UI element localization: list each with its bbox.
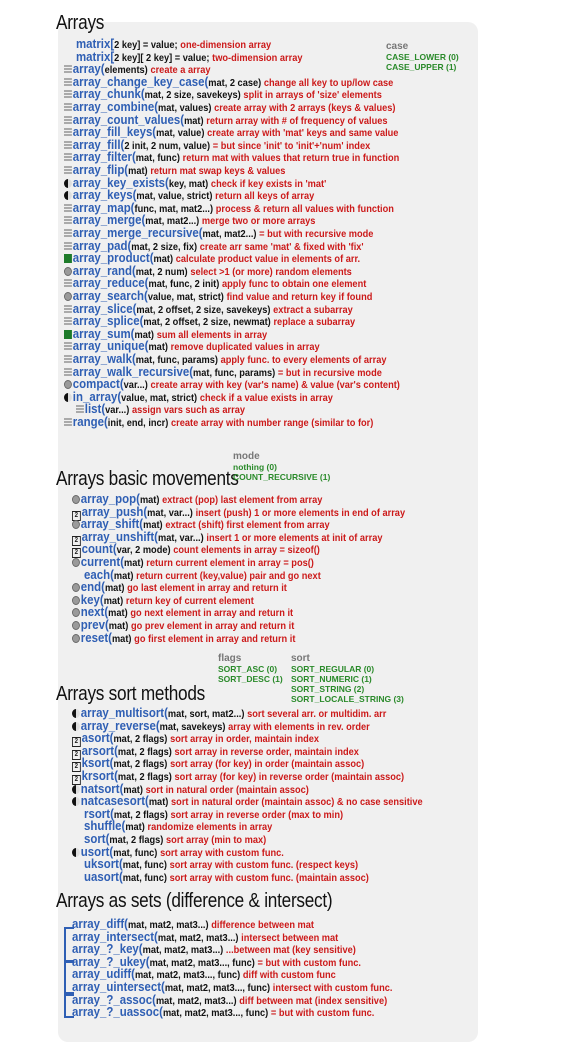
- function-params: mat, func): [135, 152, 180, 165]
- function-name: array_unique(: [72, 338, 149, 354]
- flags-item: SORT_DESC (1): [218, 674, 283, 684]
- case-item: CASE_LOWER (0): [386, 52, 459, 62]
- function-description: apply func to obtain one element: [222, 278, 367, 291]
- function-description: process & return all values with function: [215, 202, 394, 215]
- function-description: return mat swap keys & values: [150, 165, 286, 177]
- function-params: var...): [105, 404, 130, 417]
- section-title-sort: Arrays sort methods: [56, 683, 205, 705]
- case-box: [386, 42, 459, 72]
- function-name: array_filter(: [72, 149, 136, 165]
- function-name: current(: [80, 554, 125, 569]
- function-name: each(: [84, 566, 114, 582]
- function-params: mat, 2 flags): [113, 808, 168, 821]
- function-params: mat, mat2...): [145, 215, 200, 228]
- function-name: array_diff(: [72, 916, 128, 931]
- function-name: sort(: [84, 831, 110, 846]
- function-description: merge two or more arrays: [201, 215, 316, 228]
- function-name: array_keys(: [72, 187, 137, 203]
- function-row: [72, 631, 295, 646]
- mixed-param-icon: [72, 608, 80, 617]
- function-description: return mat with values that return true in function: [182, 152, 400, 165]
- function-description: check if a value exists in array: [199, 391, 333, 404]
- sort-item: SORT_NUMERIC (1): [291, 674, 372, 684]
- array-icon: [64, 305, 72, 314]
- array-icon: [64, 141, 72, 150]
- int-param-icon: 2: [72, 536, 81, 546]
- function-description: ...between mat (key sensitive): [225, 944, 356, 957]
- function-row: [64, 415, 373, 430]
- number-icon: [64, 254, 72, 263]
- function-name: uksort(: [84, 856, 123, 872]
- function-name: key(: [80, 591, 104, 607]
- function-params: mat, mat2, mat3...): [127, 919, 209, 931]
- function-name: array_walk_recursive(: [72, 363, 194, 379]
- function-name: ksort(: [81, 755, 114, 771]
- function-name: list(: [84, 401, 106, 417]
- flags-box: [218, 654, 283, 684]
- array-icon: [64, 78, 72, 87]
- function-params: mat, mat2, mat3..., func): [134, 969, 241, 982]
- function-description: sort array in reverse order, maintain index: [174, 745, 359, 758]
- function-description: difference between mat: [211, 919, 314, 931]
- function-name: array_unshift(: [81, 528, 158, 544]
- number-icon: [64, 330, 72, 339]
- function-params: mat, mat2...): [202, 228, 257, 240]
- function-params: mat, mat2, mat3..., func): [164, 982, 271, 994]
- array-icon: [64, 279, 72, 288]
- function-description: sort array with custom func.: [160, 846, 284, 859]
- function-description: intersect between mat: [241, 931, 339, 944]
- array-icon: [64, 216, 72, 225]
- function-params: mat): [184, 114, 204, 127]
- bool-param-icon: [72, 848, 80, 857]
- function-params: mat, mat2, mat3...): [157, 931, 239, 944]
- function-description: sort array (for key) in reverse order (maintain assoc): [174, 771, 405, 783]
- function-description: = but with custom func.: [257, 956, 361, 969]
- mode-box: [233, 452, 330, 482]
- function-description: sum all elements in array: [156, 328, 268, 341]
- function-description: sort array with custom func. (maintain assoc): [169, 871, 369, 884]
- function-description: insert (push) 1 or more elements in end of array: [195, 506, 406, 519]
- function-name: array_shift(: [80, 516, 144, 532]
- function-params: key, mat): [168, 177, 209, 190]
- function-description: apply func. to every elements of array: [220, 354, 387, 366]
- function-name: array_search(: [72, 288, 148, 303]
- function-params: value, mat, strict): [121, 391, 198, 404]
- function-params: mat): [153, 253, 174, 266]
- mixed-param-icon: [72, 558, 80, 567]
- int-param-icon: 2: [72, 511, 81, 521]
- function-params: mat): [143, 519, 163, 532]
- function-params: var...): [123, 379, 148, 392]
- function-description: randomize elements in array: [147, 821, 273, 834]
- function-description: extract (pop) last element from array: [162, 494, 323, 506]
- mixed-param-icon: [72, 520, 80, 529]
- int-param-icon: 2: [72, 775, 81, 785]
- function-params: value, mat, strict): [147, 291, 224, 303]
- array-icon: [64, 103, 72, 112]
- function-params: 2 key] = value;: [114, 39, 178, 51]
- function-row: [84, 870, 369, 885]
- function-description: sort in natural order (maintain assoc) & no case sensitive: [171, 796, 423, 809]
- function-name: array_combine(: [72, 99, 159, 114]
- function-name: array_fill_keys(: [72, 124, 157, 140]
- function-params: elements): [104, 64, 148, 77]
- function-params: mat, func, 2 init): [148, 278, 220, 291]
- function-description: = but since 'init' to 'init'+'num' index: [212, 139, 371, 152]
- function-params: mat, mat2, mat3...): [142, 944, 224, 957]
- case-title: case: [386, 41, 409, 52]
- function-params: mat, 2 size, fix): [131, 240, 198, 253]
- function-params: var, 2 mode): [116, 544, 171, 557]
- array-icon: [64, 242, 72, 251]
- sort-item: SORT_STRING (2): [291, 684, 365, 694]
- mixed-param-icon: [72, 634, 80, 643]
- function-params: mat, func): [122, 859, 167, 872]
- array-icon: [64, 418, 72, 427]
- array-icon: [64, 204, 72, 213]
- function-params: mat, 2 flags): [117, 771, 172, 783]
- mixed-param-icon: [64, 380, 72, 389]
- function-description: create array with 2 arrays (keys & values): [214, 102, 396, 114]
- mode-title: mode: [233, 451, 260, 462]
- function-description: sort array in order, maintain index: [170, 733, 320, 746]
- function-description: = but with recursive mode: [259, 228, 374, 240]
- function-name: arsort(: [81, 742, 118, 758]
- function-name: array_flip(: [72, 162, 129, 177]
- function-description: sort several arr. or multidim. arr: [247, 708, 387, 720]
- function-description: array with elements in rev. order: [228, 720, 370, 733]
- function-description: find value and return key if found: [226, 291, 373, 303]
- function-description: return all keys of array: [215, 190, 315, 203]
- function-params: func, mat, mat2...): [134, 202, 214, 215]
- function-description: = but with custom func.: [270, 1007, 375, 1020]
- mixed-param-icon: [64, 267, 72, 276]
- function-name: reset(: [80, 629, 112, 645]
- function-params: mat, func): [122, 871, 167, 884]
- function-params: mat): [148, 341, 168, 354]
- section-title-basic: Arrays basic movements: [56, 468, 239, 490]
- function-description: split in arrays of 'size' elements: [243, 89, 382, 102]
- function-params: mat, values): [158, 102, 212, 114]
- function-name: array_change_key_case(: [72, 73, 209, 89]
- bool-param-icon: [64, 393, 72, 402]
- mode-item: nothing (0): [233, 462, 277, 472]
- array-icon: [64, 153, 72, 162]
- function-params: mat, func, params): [135, 354, 218, 366]
- function-description: return array with # of frequency of values: [206, 114, 388, 127]
- function-description: change all key to up/low case: [263, 76, 394, 89]
- int-param-icon: 2: [72, 762, 81, 772]
- function-name: range(: [72, 414, 108, 429]
- function-name: compact(: [72, 376, 124, 392]
- function-name: array_uintersect(: [72, 979, 165, 994]
- function-params: mat, 2 flags): [113, 733, 168, 746]
- function-name: array_product(: [72, 250, 154, 266]
- function-params: mat): [139, 494, 160, 506]
- function-params: mat): [104, 582, 125, 595]
- function-name: array_map(: [72, 199, 135, 215]
- function-name: array_fill(: [72, 136, 125, 152]
- array-icon: [64, 355, 72, 364]
- function-description: extract (shift) first element from array: [165, 519, 330, 532]
- array-icon: [64, 166, 72, 175]
- function-description: create arr same 'mat' & fixed with 'fix': [199, 240, 364, 253]
- function-description: select >1 (or more) random elements: [190, 265, 352, 278]
- function-description: return current element in array = pos(): [146, 557, 314, 569]
- function-params: mat): [108, 620, 129, 632]
- function-params: mat): [111, 632, 132, 645]
- int-param-icon: 2: [72, 750, 81, 760]
- function-params: init, end, incr): [107, 417, 169, 429]
- function-params: mat, 2 flags): [117, 745, 172, 758]
- function-name: array_count_values(: [72, 111, 185, 127]
- function-name: count(: [81, 541, 117, 557]
- bool-param-icon: [64, 191, 72, 200]
- function-name: array_pop(: [80, 491, 140, 506]
- function-description: go last element in array and return it: [127, 582, 287, 595]
- sort-item: SORT_LOCALE_STRING (3): [291, 694, 404, 704]
- function-params: mat, var...): [157, 531, 204, 544]
- function-name: in_array(: [72, 388, 122, 404]
- sort-title: sort: [291, 653, 310, 664]
- bool-param-icon: [72, 722, 80, 731]
- function-params: mat): [113, 569, 134, 582]
- function-name: usort(: [80, 843, 114, 859]
- function-params: mat, savekeys): [159, 720, 226, 733]
- function-name: array_push(: [81, 503, 148, 519]
- function-description: insert 1 or more elements at init of array: [206, 531, 383, 544]
- function-params: mat): [148, 796, 169, 809]
- function-name: array_walk(: [72, 351, 136, 366]
- function-name: array(: [72, 61, 105, 77]
- function-params: mat, func, params): [193, 366, 276, 379]
- bool-param-icon: [72, 785, 80, 794]
- function-description: sort array (for key) in order (maintain assoc): [170, 758, 365, 771]
- section-title-arrays: Arrays: [56, 12, 105, 34]
- mode-item: COUNT_RECURSIVE (1): [233, 472, 331, 482]
- array-icon: [64, 128, 72, 137]
- function-name: array_splice(: [72, 313, 144, 329]
- function-name: end(: [80, 579, 105, 595]
- function-name: array_?_ukey(: [72, 953, 150, 969]
- function-params: mat): [103, 594, 124, 607]
- flags-item: SORT_ASC (0): [218, 664, 278, 674]
- function-row: [72, 1005, 374, 1020]
- function-description: count elements in array = sizeof(): [173, 544, 320, 557]
- function-name: array_key_exists(: [72, 174, 169, 190]
- int-param-icon: 2: [72, 548, 81, 558]
- section-title-sets: Arrays as sets (difference & intersect): [56, 890, 333, 912]
- function-description: one-dimension array: [180, 39, 272, 51]
- function-params: mat, 2 flags): [109, 834, 164, 846]
- function-description: remove duplicated values in array: [170, 341, 320, 354]
- function-name: array_?_assoc(: [72, 991, 156, 1007]
- function-name: natcasesort(: [80, 793, 149, 809]
- function-name: array_reduce(: [72, 275, 149, 291]
- array-icon: [64, 342, 72, 351]
- function-name: matrix[: [76, 48, 115, 64]
- function-name: array_merge_recursive(: [72, 225, 203, 240]
- function-params: mat, value, strict): [136, 190, 213, 203]
- function-name: array_slice(: [72, 300, 137, 316]
- bool-param-icon: [64, 179, 72, 188]
- function-description: sort in natural order (maintain assoc): [145, 783, 309, 796]
- array-icon: [64, 65, 72, 74]
- function-name: krsort(: [81, 768, 118, 783]
- function-params: mat, func): [113, 846, 158, 859]
- flags-title: flags: [218, 653, 242, 664]
- function-params: mat): [134, 328, 155, 341]
- array-icon: [64, 116, 72, 125]
- function-params: mat, sort, mat2...): [167, 708, 245, 720]
- function-name: uasort(: [84, 868, 123, 884]
- function-description: diff between mat (index sensitive): [239, 994, 388, 1007]
- function-params: mat): [124, 557, 144, 569]
- array-icon: [64, 317, 72, 326]
- function-description: sort array with custom func. (respect keys): [169, 859, 359, 872]
- case-item: CASE_UPPER (1): [386, 62, 457, 72]
- function-description: two-dimension array: [212, 51, 303, 64]
- function-name: natsort(: [80, 780, 124, 796]
- function-name: next(: [80, 604, 109, 620]
- mixed-param-icon: [72, 583, 80, 592]
- function-description: sort array in reverse order (max to min): [170, 808, 344, 821]
- function-name: array_rand(: [72, 262, 136, 278]
- function-description: create array with 'mat' keys and same value: [207, 127, 399, 140]
- function-params: mat, 2 size, savekeys): [144, 89, 241, 102]
- function-params: mat, 2 case): [208, 76, 262, 89]
- function-description: create a array: [150, 64, 211, 77]
- function-description: return current (key,value) pair and go next: [136, 569, 321, 582]
- function-name: array_merge(: [72, 212, 146, 228]
- bool-param-icon: [72, 709, 80, 718]
- function-description: check if key exists in 'mat': [210, 177, 327, 190]
- function-name: array_?_key(: [72, 941, 143, 957]
- function-description: extract a subarray: [273, 303, 353, 316]
- sort-box: [291, 654, 404, 704]
- array-icon: [64, 368, 72, 377]
- function-name: array_reverse(: [80, 717, 160, 733]
- function-description: = but in recursive mode: [277, 366, 382, 379]
- function-description: return key of current element: [125, 594, 254, 607]
- function-params: mat): [125, 821, 145, 834]
- function-params: mat, 2 offset, 2 size, newmat): [143, 316, 271, 329]
- function-description: go prev element in array and return it: [130, 620, 295, 632]
- mixed-param-icon: [72, 596, 80, 605]
- function-name: prev(: [80, 617, 109, 632]
- function-name: rsort(: [84, 805, 114, 821]
- function-params: 2 init, 2 num, value): [124, 139, 211, 152]
- function-description: replace a subarray: [273, 316, 356, 329]
- function-params: mat): [128, 165, 148, 177]
- function-description: create array with number range (similar to for): [171, 417, 374, 429]
- function-params: mat, 2 offset, 2 size, savekeys): [136, 303, 271, 316]
- mixed-param-icon: [72, 495, 80, 504]
- function-name: array_udiff(: [72, 966, 135, 982]
- function-description: diff with custom func: [242, 969, 336, 982]
- mixed-param-icon: [72, 621, 80, 630]
- function-name: shuffle(: [84, 818, 126, 834]
- function-params: mat): [108, 607, 128, 620]
- function-params: 2 key][ 2 key] = value;: [114, 51, 210, 64]
- function-name: matrix[: [76, 36, 115, 51]
- function-params: mat, value): [156, 127, 205, 140]
- int-param-icon: 2: [72, 737, 81, 747]
- function-name: array_sum(: [72, 325, 135, 341]
- function-params: mat, 2 flags): [113, 758, 168, 771]
- function-description: calculate product value in elements of arr.: [175, 253, 361, 266]
- function-params: mat, mat2, mat3...): [155, 994, 237, 1007]
- function-params: mat, mat2, mat3..., func): [162, 1007, 269, 1020]
- function-name: array_pad(: [72, 237, 132, 253]
- function-name: array_chunk(: [72, 86, 145, 102]
- sort-item: SORT_REGULAR (0): [291, 664, 375, 674]
- function-params: mat): [123, 783, 143, 796]
- array-icon: [64, 90, 72, 99]
- array-icon: [64, 229, 72, 238]
- function-name: array_?_uassoc(: [72, 1004, 163, 1020]
- bool-param-icon: [72, 797, 80, 806]
- function-params: mat, mat2, mat3..., func): [149, 956, 255, 969]
- function-name: array_intersect(: [72, 928, 158, 944]
- function-name: array_multisort(: [80, 705, 168, 720]
- function-description: go first element in array and return it: [134, 632, 296, 645]
- function-description: go next element in array and return it: [130, 607, 294, 620]
- function-description: create array with key (var's name) & value (var's content): [150, 379, 400, 392]
- mixed-param-icon: [64, 292, 72, 301]
- function-params: mat, 2 num): [135, 265, 188, 278]
- function-description: sort array (min to max): [166, 834, 267, 846]
- function-params: mat, var...): [147, 506, 193, 519]
- function-description: intersect with custom func.: [272, 982, 393, 994]
- function-name: asort(: [81, 730, 114, 746]
- function-description: assign vars such as array: [131, 404, 246, 417]
